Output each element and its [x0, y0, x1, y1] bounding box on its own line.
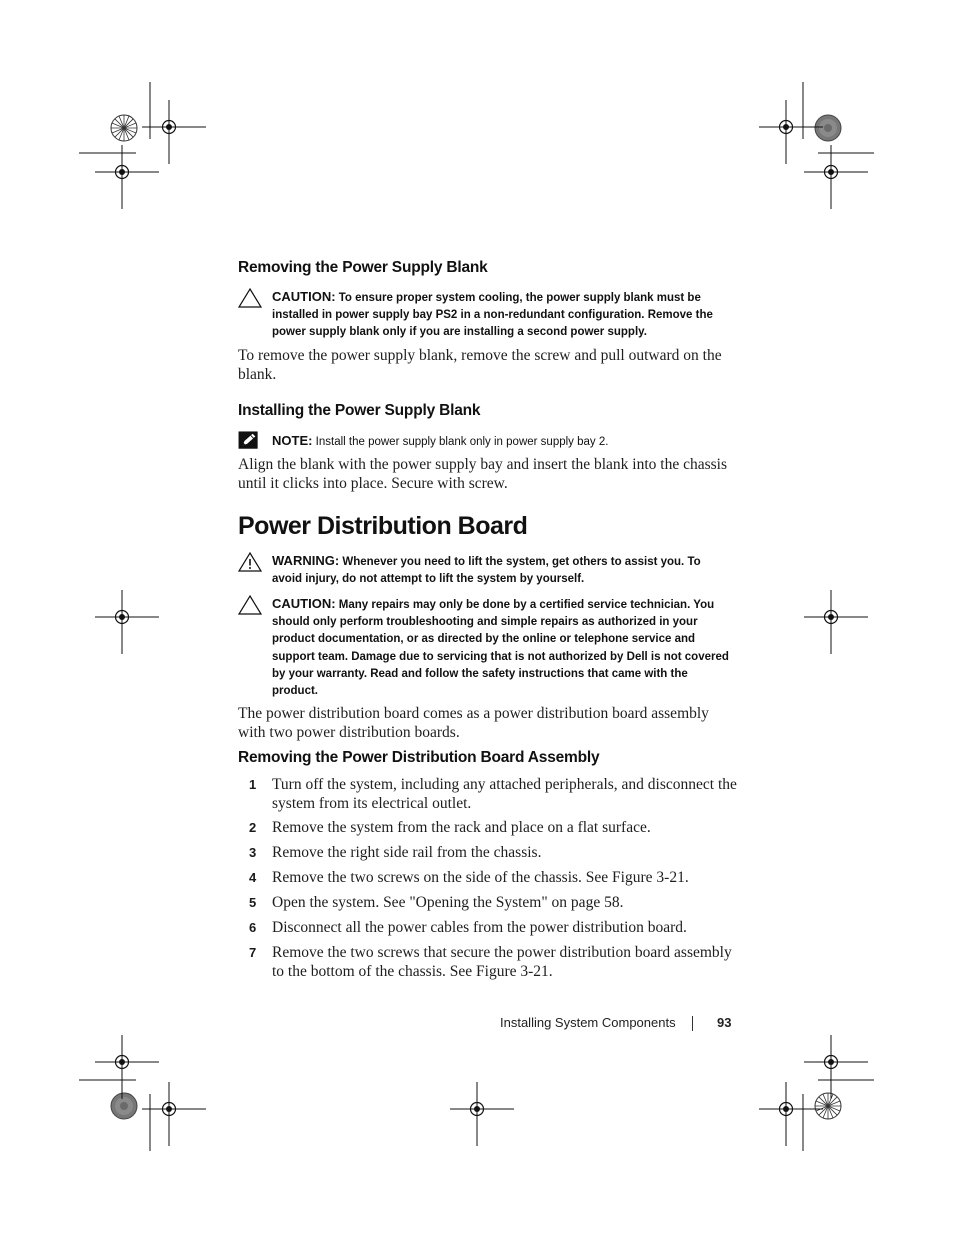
- warning-triangle-icon: [238, 551, 262, 573]
- note-pencil-icon: [238, 431, 260, 451]
- warning-label: WARNING:: [272, 553, 340, 568]
- section-heading-installing-blank: Installing the Power Supply Blank: [238, 402, 481, 419]
- paragraph: The power distribution board comes as a power distribution board assembly with two power distribution boards.: [238, 705, 709, 741]
- step-text: Turn off the system, including any attached peripherals, and disconnect the system from its electrical outlet.: [272, 776, 737, 812]
- step-text: Remove the two screws that secure the power distribution board assembly to the bottom of the chassis. See Figure 3-21.: [272, 944, 732, 980]
- step-number: 6: [249, 920, 257, 935]
- warning-text: [272, 552, 730, 588]
- step-number: 7: [249, 945, 257, 960]
- paragraph: To remove the power supply blank, remove the screw and pull outward on the blank.: [238, 347, 722, 383]
- section-heading-removing-pdb: Removing the Power Distribution Board Assembly: [238, 749, 600, 766]
- warning-body: Whenever you need to lift the system, get others to assist you. To avoid injury, do not attempt to lift the system by yourself.: [272, 556, 701, 586]
- caution-body: To ensure proper system cooling, the power supply blank must be installed in power supply bay PS2 in a non-redundant configuration. Remove the power supply blank only if you are installing a second power supply.: [272, 292, 713, 339]
- caution-triangle-icon: [238, 594, 262, 616]
- step-text: Remove the two screws on the side of the chassis. See Figure 3-21.: [272, 869, 689, 886]
- caution-text: [272, 288, 730, 342]
- caution-label: CAUTION:: [272, 596, 336, 611]
- step-number: 5: [249, 895, 257, 910]
- step-number: 3: [249, 845, 257, 860]
- step-text: Remove the system from the rack and place on a flat surface.: [272, 819, 651, 836]
- step-number: 2: [249, 820, 257, 835]
- step-text: Open the system. See "Opening the System" on page 58.: [272, 894, 624, 911]
- page-title: Power Distribution Board: [238, 512, 528, 540]
- section-heading-removing-blank: Removing the Power Supply Blank: [238, 259, 488, 276]
- caution-label: CAUTION:: [272, 289, 336, 304]
- caution-triangle-icon: [238, 287, 262, 309]
- page-number: 93: [717, 1015, 732, 1030]
- note-label: NOTE:: [272, 433, 313, 448]
- caution-text: [272, 595, 730, 700]
- step-number: 4: [249, 870, 257, 885]
- footer-chapter: Installing System Components: [500, 1015, 676, 1030]
- caution-body: Many repairs may only be done by a certified service technician. You should only perform troubleshooting and simple repairs as authorized in your product documentation, or as directed by the online or telephone service and support team. Damage due to servicing that is not authorized by Dell is not covered by your warranty. Read and follow the safety instructions that came with the product.: [272, 599, 729, 698]
- step-text: Disconnect all the power cables from the power distribution board.: [272, 919, 687, 936]
- footer-separator: [692, 1016, 693, 1031]
- note-body: Install the power supply blank only in power supply bay 2.: [315, 436, 609, 448]
- step-text: Remove the right side rail from the chassis.: [272, 844, 542, 861]
- paragraph: Align the blank with the power supply bay and insert the blank into the chassis until it clicks into place. Secure with screw.: [238, 456, 728, 492]
- step-number: 1: [249, 777, 257, 792]
- note-text: [272, 432, 730, 451]
